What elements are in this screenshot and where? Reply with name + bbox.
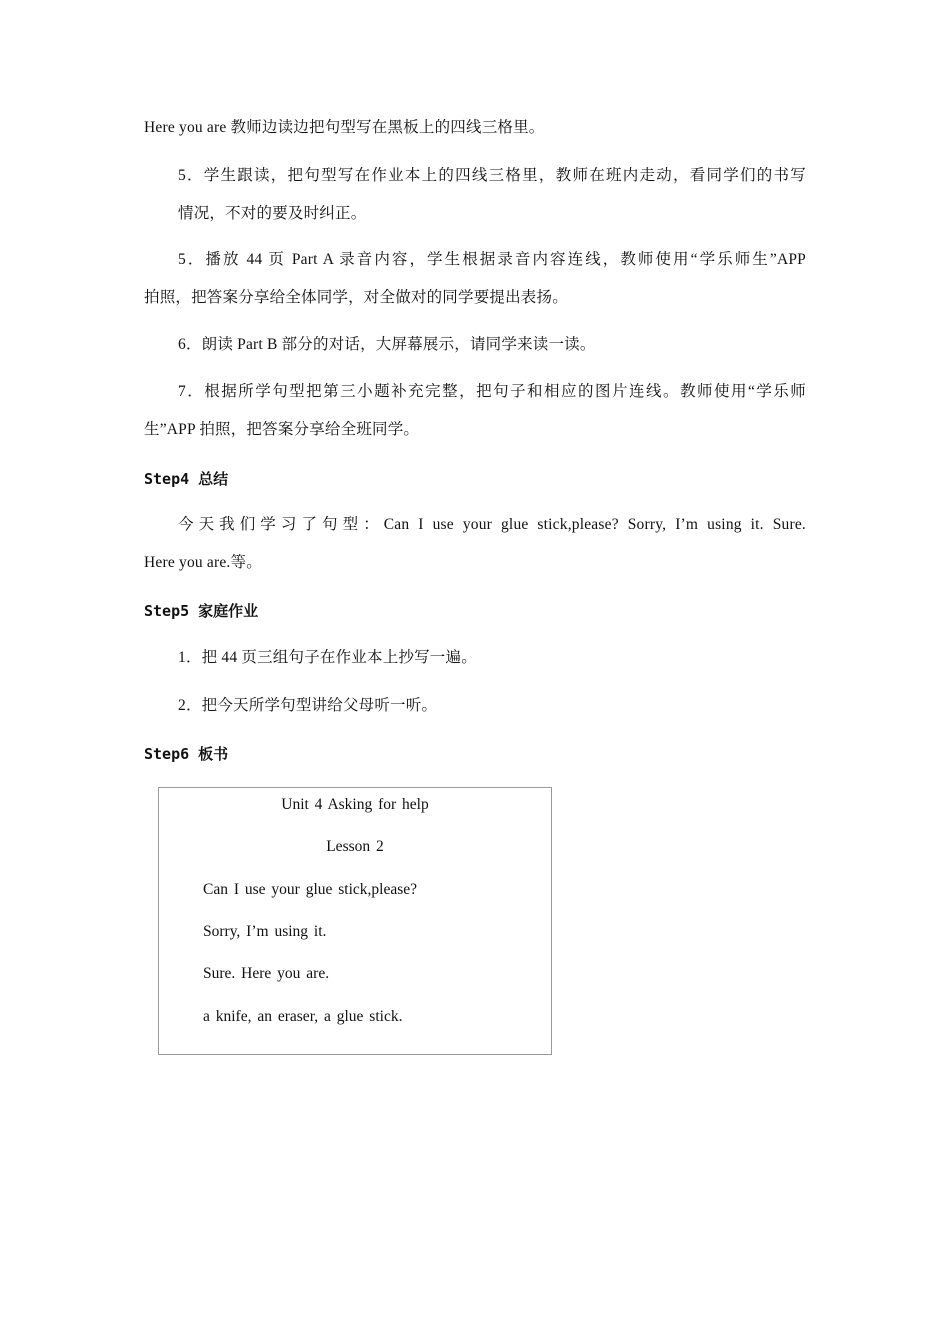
section-heading-step4: Step4 总结: [144, 470, 229, 488]
board-sentence: Sure. Here you are.: [203, 965, 330, 982]
board-sentence: Sorry, I’m using it.: [203, 923, 327, 940]
board-title: Unit 4 Asking for help: [281, 796, 429, 813]
paragraph-line: 5．播放 44 页 Part A 录音内容，学生根据录音内容连线，教师使用“学乐师生”APP: [178, 251, 806, 268]
paragraph-line: 5．学生跟读，把句型写在作业本上的四线三格里，教师在班内走动，看同学们的书写: [178, 167, 806, 184]
list-item: 1．把 44 页三组句子在作业本上抄写一遍。: [178, 649, 477, 666]
paragraph-line: 生”APP 拍照，把答案分享给全班同学。: [144, 421, 420, 438]
paragraph-line: 7．根据所学句型把第三小题补充完整，把句子和相应的图片连线。教师使用“学乐师: [178, 383, 806, 400]
paragraph-line: 情况，不对的要及时纠正。: [178, 205, 367, 222]
paragraph-line: 拍照，把答案分享给全体同学，对全做对的同学要提出表扬。: [144, 289, 568, 306]
paragraph-line: Here you are 教师边读边把句型写在黑板上的四线三格里。: [144, 119, 545, 136]
list-item: 2．把今天所学句型讲给父母听一听。: [178, 697, 438, 714]
paragraph-line: 6．朗读 Part B 部分的对话，大屏幕展示，请同学来读一读。: [178, 336, 596, 353]
board-sentence: Can I use your glue stick,please?: [203, 881, 418, 898]
blackboard-design-box: [158, 787, 552, 1055]
section-heading-step5: Step5 家庭作业: [144, 602, 259, 620]
board-vocabulary: a knife, an eraser, a glue stick.: [203, 1008, 403, 1025]
paragraph-line: Here you are.等。: [144, 554, 262, 571]
board-lesson: Lesson 2: [326, 838, 384, 855]
section-heading-step6: Step6 板书: [144, 745, 229, 763]
paragraph-line: 今天我们学习了句型：Can I use your glue stick,please? Sorry, I’m using it. Sure.: [178, 516, 806, 533]
